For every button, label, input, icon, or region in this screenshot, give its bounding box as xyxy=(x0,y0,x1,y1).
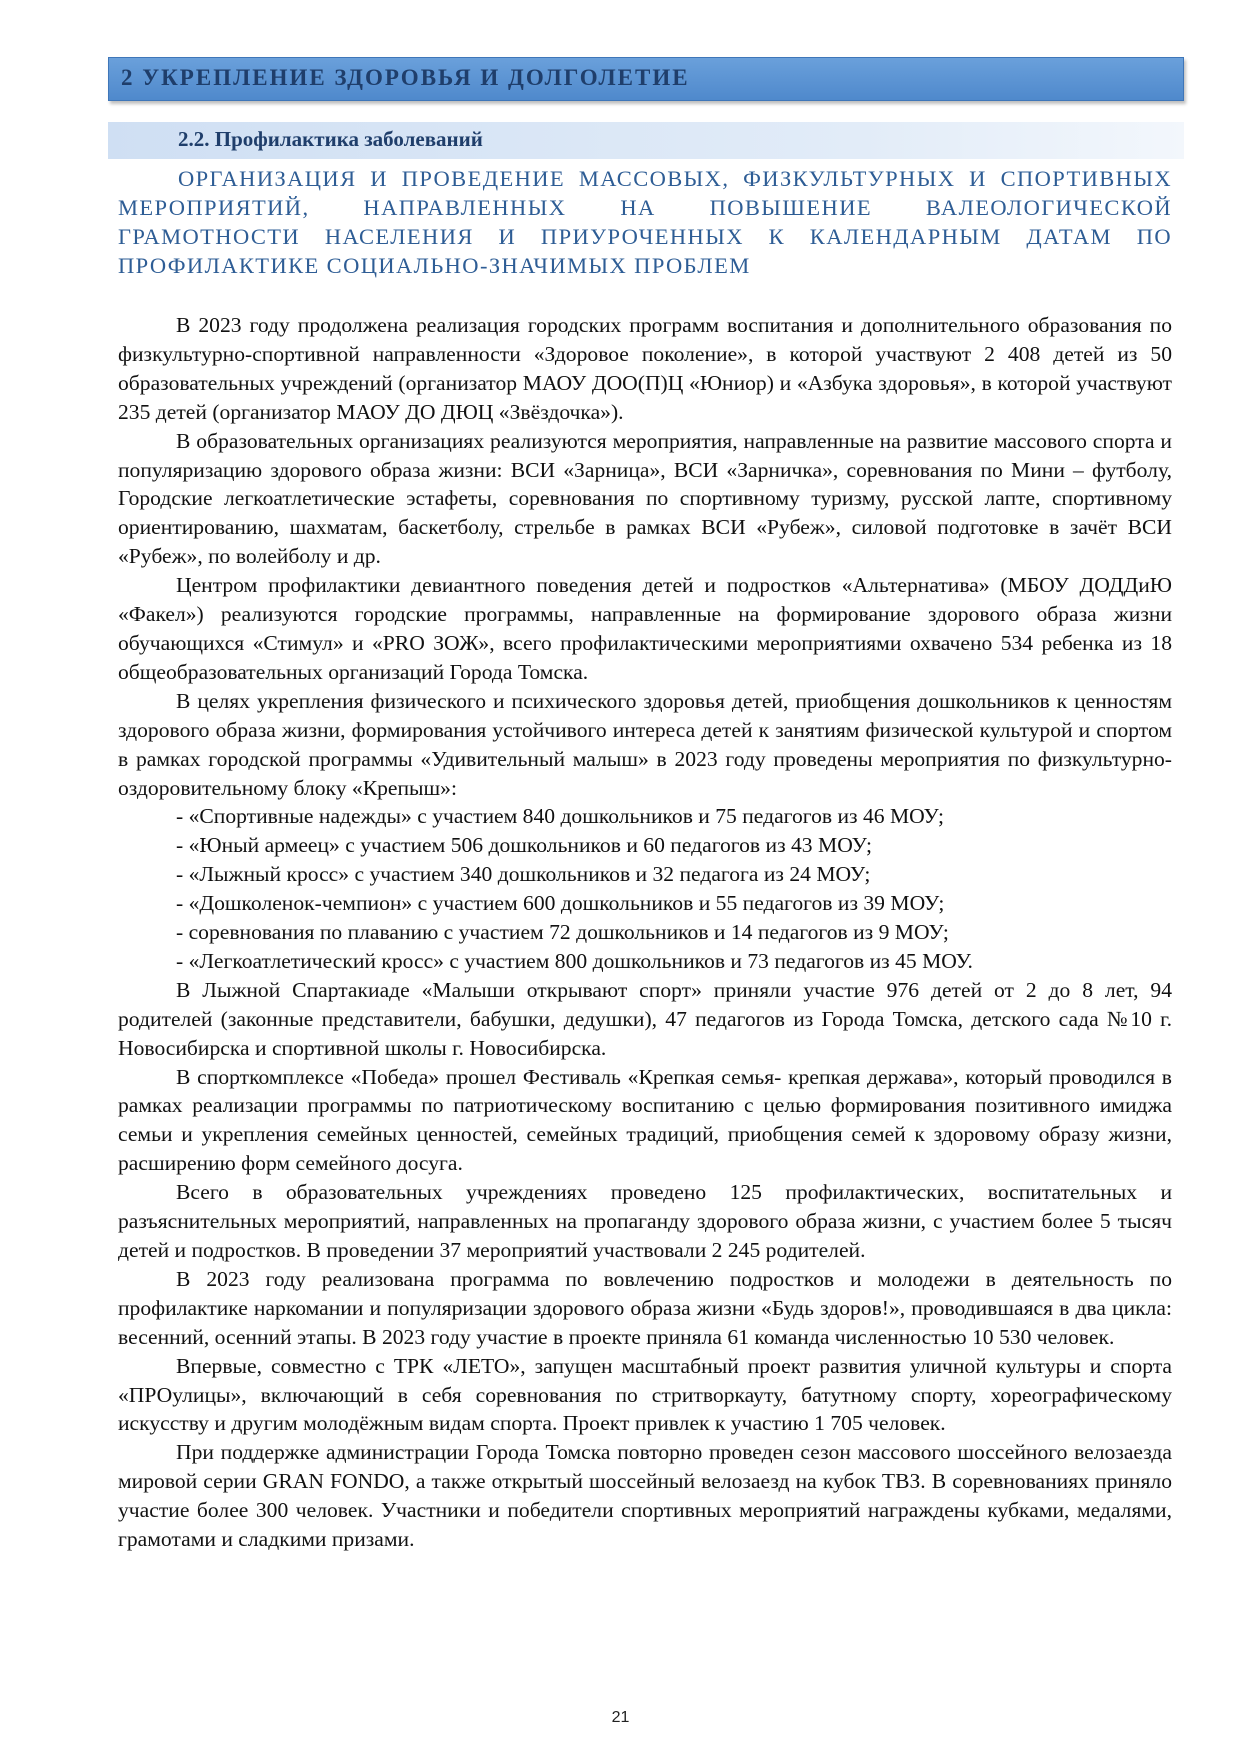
section-title: 2.2. Профилактика заболеваний xyxy=(178,127,483,151)
section-header-bar xyxy=(108,122,1184,159)
list-item: - соревнования по плаванию с участием 72 дошкольников и 14 педагогов из 9 МОУ; xyxy=(176,920,949,945)
paragraph: В спорткомплексе «Победа» прошел Фестиваль «Крепкая семья- крепкая держава», который проводился в рамках реализации программы по патриотическому воспитанию с целью формирования позитивного имиджа семьи и укрепления семейных ценностей, семейных традиций, приобщения семей к здоровому образу жизни, расширению форм семейного досуга. xyxy=(118,1064,1172,1176)
paragraph: При поддержке администрации Города Томска повторно проведен сезон массового шоссейного велозаезда мировой серии GRAN FONDO, а также открытый шоссейный велозаезд на кубок ТВЗ. В соревнованиях приняло участие более 300 человек. Участники и победители спортивных мероприятий награждены кубками, медалями, грамотами и сладкими призами. xyxy=(118,1440,1172,1552)
paragraph: В 2023 году реализована программа по вовлечению подростков и молодежи в деятельность по профилактике наркомании и популяризации здорового образа жизни «Будь здоров!», проводившаяся в два цикла: весенний, осенний этапы. В 2023 году участие в проекте приняла 61 команда численностью 10 530 человек. xyxy=(118,1266,1172,1349)
events-list xyxy=(118,802,1172,975)
paragraph: В образовательных организациях реализуются мероприятия, направленные на развитие массового спорта и популяризацию здорового образа жизни: ВСИ «Зарница», ВСИ «Зарничка», соревнования по Мини – футболу, Городские легкоатлетические эстафеты, соревнования по спортивному туризму, русской лапте, спортивному ориентированию, шахматам, баскетболу, стрельбе в рамках ВСИ «Рубеж», силовой подготовке в зачёт ВСИ «Рубеж», по волейболу и др. xyxy=(118,428,1172,569)
list-item: - «Легкоатлетический кросс» с участием 800 дошкольников и 73 педагогов из 45 МОУ. xyxy=(176,948,973,973)
paragraph: В 2023 году продолжена реализация городских программ воспитания и дополнительного образования по физкультурно-спортивной направленности «Здоровое поколение», в которой участвуют 2 408 детей из 50 образовательных учреждений (организатор МАОУ ДОО(П)Ц «Юниор) и «Азбука здоровья», в которой участвуют 235 детей (организатор МАОУ ДО ДЮЦ «Звёздочка»). xyxy=(118,313,1172,424)
body-text xyxy=(118,311,1172,1554)
topic-heading: ОРГАНИЗАЦИЯ И ПРОВЕДЕНИЕ МАССОВЫХ, ФИЗКУЛЬТУРНЫХ И СПОРТИВНЫХ МЕРОПРИЯТИЙ, НАПРАВЛЕННЫХ НА ПОВЫШЕНИЕ ВАЛЕОЛОГИЧЕСКОЙ ГРАМОТНОСТИ НАСЕЛЕНИЯ И ПРИУРОЧЕННЫХ К КАЛЕНДАРНЫМ ДАТАМ ПО ПРОФИЛАКТИКЕ СОЦИАЛЬНО-ЗНАЧИМЫХ ПРОБЛЕМ xyxy=(118,166,1172,278)
list-item: - «Лыжный кросс» с участием 340 дошкольников и 32 педагога из 24 МОУ; xyxy=(176,862,871,887)
list-item: - «Спортивные надежды» с участием 840 дошкольников и 75 педагогов из 46 МОУ; xyxy=(176,804,945,829)
page-number: 21 xyxy=(611,1709,630,1726)
chapter-title: 2 УКРЕПЛЕНИЕ ЗДОРОВЬЯ И ДОЛГОЛЕТИЕ xyxy=(121,65,690,90)
paragraph: В Лыжной Спартакиаде «Малыши открывают спорт» приняли участие 976 детей от 2 до 8 лет, 94 родителей (законные представители, бабушки, дедушки), 47 педагогов из Города Томска, детского сада №10 г. Новосибирска и спортивной школы г. Новосибирска. xyxy=(118,977,1172,1060)
list-item: - «Дошколенок-чемпион» с участием 600 дошкольников и 55 педагогов из 39 МОУ; xyxy=(176,891,945,916)
paragraph: Центром профилактики девиантного поведения детей и подростков «Альтернатива» (МБОУ ДОДДиЮ «Факел») реализуются городские программы, направленные на формирование здорового образа жизни обучающихся «Стимул» и «PRO ЗОЖ», всего профилактическими мероприятиями охвачено 534 ребенка из 18 общеобразовательных организаций Города Томска. xyxy=(118,573,1172,684)
list-item: - «Юный армеец» с участием 506 дошкольников и 60 педагогов из 43 МОУ; xyxy=(176,833,873,858)
paragraph: В целях укрепления физического и психического здоровья детей, приобщения дошкольников к ценностям здорового образа жизни, формирования устойчивого интереса детей к занятиям физической культурой и спортом в рамках городской программы «Удивительный малыш» в 2023 году проведены мероприятия по физкультурно-оздоровительному блоку «Крепыш»: xyxy=(118,688,1172,800)
paragraph: Впервые, совместно с ТРК «ЛЕТО», запущен масштабный проект развития уличной культуры и спорта «ПРОулицы», включающий в себя соревнования по стритворкауту, батутному спорту, хореографическому искусству и другим молодёжным видам спорта. Проект привлек к участию 1 705 человек. xyxy=(118,1353,1172,1436)
chapter-header-bar xyxy=(108,57,1184,101)
paragraph: Всего в образовательных учреждениях проведено 125 профилактических, воспитательных и разъяснительных мероприятий, направленных на пропаганду здорового образа жизни, с участием более 5 тысяч детей и подростков. В проведении 37 мероприятий участвовали 2 245 родителей. xyxy=(118,1180,1172,1262)
